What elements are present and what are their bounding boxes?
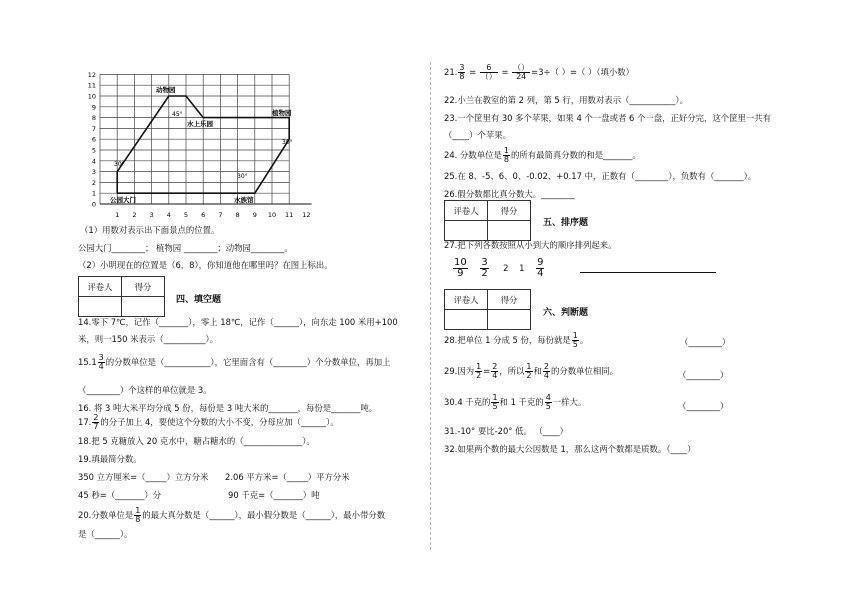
score-header-score: 得分 (488, 201, 531, 221)
fraction: $\frac{6}{()}$ (480, 63, 497, 81)
angle-3: 30° (237, 173, 248, 180)
score-cell-score[interactable] (488, 310, 531, 330)
label-botanic: 植物园 (272, 109, 292, 117)
section-title-4: 四、填空题 (176, 295, 222, 305)
x-tick-label: 2 (132, 211, 137, 218)
fraction: $\frac{4}{5}$ (545, 393, 551, 411)
q-part-b: （2）小明现在的位置是（6，8），你知道他在哪里吗？在图上标出。 (78, 260, 333, 270)
fraction: $\frac{10}{9}$ (454, 257, 467, 279)
question-30: 30.4 千克的 $\frac{1}{5}$ 和 1 千克的 $\frac{4}{5}$ 一样大。 (444, 393, 587, 411)
score-cell-score[interactable] (488, 221, 531, 241)
q-part-a: （1）用数对表示出下面景点的位置。 (80, 225, 220, 235)
score-header-score: 得分 (488, 290, 531, 310)
fraction: $\frac{9}{4}$ (537, 257, 544, 279)
question-19-d: 90 千克=（_______）吨 (228, 490, 320, 500)
question-23: 23.一个筐里有 30 多个苹果，如果 4 个一盘或者 6 个一盘，正好分完，这个筐里一共有 (444, 113, 771, 123)
question-23-cont: （____）个苹果。 (444, 130, 511, 140)
angle-4: 30° (282, 139, 293, 146)
question-19-b: 2.06 平方米=（_____）平方分米 (225, 472, 350, 482)
question-16: 16. 将 3 吨大米平均分成 5 份，每份是 3 吨大米的_______，每份是_______吨。 (78, 403, 378, 413)
question-17: 17. $\frac{2}{7}$ 的分子加上 4，要使这个分数的大小不变，分母应加（______）。 (78, 413, 339, 431)
label-museum: 水族馆 (234, 196, 254, 204)
score-cell-reviewer[interactable] (445, 221, 488, 241)
question-21: 21. $\frac{3}{8}$ = $\frac{6}{()}$ = $\frac{()}{24}$ =3÷（ ）=（ ）（填小数） (444, 63, 635, 81)
fraction: $\frac{2}{7}$ (93, 413, 99, 431)
x-tick-label: 9 (252, 211, 257, 218)
score-header-reviewer: 评卷人 (445, 290, 488, 310)
question-19-c: 45 秒=（_______）分 (78, 490, 162, 500)
fraction: $\frac{3}{8}$ (459, 63, 465, 81)
answer-28[interactable]: （________） (680, 337, 731, 347)
fraction: $\frac{1}{2}$ (526, 362, 532, 380)
question-19: 19.填最简分数。 (78, 454, 142, 464)
y-tick-label: 6 (91, 135, 96, 144)
score-cell-reviewer[interactable] (79, 297, 122, 317)
grid-svg (74, 68, 334, 218)
score-cell-reviewer[interactable] (445, 310, 488, 330)
question-15-cont: （________）个这样的单位就是 3。 (78, 385, 212, 395)
y-tick-label: 1 (91, 189, 96, 198)
fraction: $\frac{2}{4}$ (543, 362, 549, 380)
label-park-gate: 公园大门 (110, 196, 136, 204)
section-title-6: 六、判断题 (543, 308, 589, 318)
label-aquarium: 水上乐园 (187, 120, 213, 128)
score-box-6 (444, 289, 531, 330)
score-cell-score[interactable] (122, 297, 165, 317)
answer-line-27[interactable] (580, 272, 716, 273)
fraction: $\frac{2}{4}$ (492, 362, 498, 380)
angle-2: 45° (172, 111, 183, 118)
question-32: 32.如果两个数的最大公因数是 1，那么这两个数都是质数。（____） (444, 444, 696, 454)
question-18: 18.把 5 克糖放入 20 克水中，糖占糖水的（______________）。 (78, 436, 315, 446)
score-header-score: 得分 (122, 277, 165, 297)
x-tick-label: 1 (115, 211, 120, 218)
question-14-cont: 米，则一150 米表示（__________）。 (78, 334, 219, 344)
question-29: 29.因为 $\frac{1}{2}$ = $\frac{2}{4}$ ，所以 $\frac{1}{2}$ 和 $\frac{2}{4}$ 的分数单位相同。 (444, 362, 618, 380)
x-tick-label: 6 (201, 211, 206, 218)
y-tick-label: 12 (87, 70, 96, 79)
fraction: $\frac{1}{8}$ (503, 146, 509, 164)
score-header-reviewer: 评卷人 (79, 277, 122, 297)
y-tick-label: 3 (91, 168, 96, 177)
answer-30[interactable]: （________） (678, 401, 729, 411)
question-14: 14.零下 7℃，记作（_______），零上 18℃，记作（______），向东走 100 米用+100 (78, 317, 398, 327)
question-25: 25.在 8、-5、6、0、-0.02、+0.17 中，正数有（________），负数有（_______）。 (444, 171, 757, 181)
y-tick-label: 9 (91, 103, 96, 112)
x-tick-label: 7 (218, 211, 223, 218)
fraction: $\frac{1}{5}$ (492, 393, 498, 411)
y-tick-label: 2 (91, 178, 96, 187)
x-tick-label: 12 (302, 211, 311, 218)
coordinate-grid (74, 68, 334, 222)
question-26: 26.假分数都比真分数大。________ (444, 189, 575, 199)
q-part-a-answers: 公园大门________； 植物园 ________；动物园________。 (78, 243, 293, 253)
label-zoo: 动物园 (156, 86, 176, 94)
score-box-5 (444, 200, 531, 241)
x-tick-label: 4 (166, 211, 171, 218)
score-header-reviewer: 评卷人 (445, 201, 488, 221)
question-28: 28.把单位 1 分成 5 份，每份就是 $\frac{1}{5}$ 。 (444, 331, 589, 349)
y-tick-label: 10 (87, 92, 96, 101)
x-tick-label: 5 (183, 211, 189, 218)
column-divider (430, 62, 431, 550)
y-tick-label: 11 (87, 81, 96, 90)
x-tick-label: 3 (149, 211, 154, 218)
fraction: $\frac{1}{8}$ (135, 506, 141, 524)
grid-lines (100, 74, 312, 204)
question-27-numbers: $\frac{10}{9}$ $\frac{3}{2}$ 2 1 $\frac{9}{4}$ (454, 257, 544, 279)
y-tick-label: 4 (91, 157, 96, 166)
y-tick-label: 7 (91, 124, 96, 133)
x-tick-label: 8 (235, 211, 240, 218)
fraction: $\frac{3}{4}$ (98, 353, 104, 371)
angle-1: 30° (114, 161, 125, 168)
score-box-4 (78, 276, 165, 317)
section-title-5: 五、排序题 (543, 218, 589, 228)
question-24: 24. 分数单位是 $\frac{1}{8}$ 的所有最简真分数的和是_______。 (444, 146, 641, 164)
answer-29[interactable]: （________） (678, 370, 729, 380)
question-19-a: 350 立方厘米=（_____）立方分米 (78, 472, 209, 482)
fraction: $\frac{3}{2}$ (481, 257, 488, 279)
question-31: 31.-10° 要比-20° 低。 （____） (444, 426, 569, 436)
y-tick-label: 8 (91, 114, 96, 123)
question-15: 15.1 $\frac{3}{4}$ 的分数单位是（___________），它里面含有（________）个分数单位，再加上 (78, 353, 391, 371)
fraction: $\frac{()}{24}$ (513, 63, 530, 81)
fraction: $\frac{1}{2}$ (476, 362, 482, 380)
y-tick-label: 5 (91, 146, 96, 155)
question-27: 27.把下列各数按照从小到大的顺序排列起来。 (444, 240, 617, 250)
question-20-cont: 是（______）。 (78, 529, 133, 539)
question-20: 20.分数单位是 $\frac{1}{8}$ 的最大真分数是（______），最小假分数是（______），最小带分数 (78, 506, 386, 524)
y-tick-label: 0 (91, 200, 96, 209)
question-22: 22.小兰在教室的第 2 列，第 5 行，用数对表示（___________）。 (444, 95, 688, 105)
fraction: $\frac{1}{5}$ (572, 331, 578, 349)
x-tick-label: 11 (285, 211, 294, 218)
x-tick-label: 10 (267, 211, 277, 218)
